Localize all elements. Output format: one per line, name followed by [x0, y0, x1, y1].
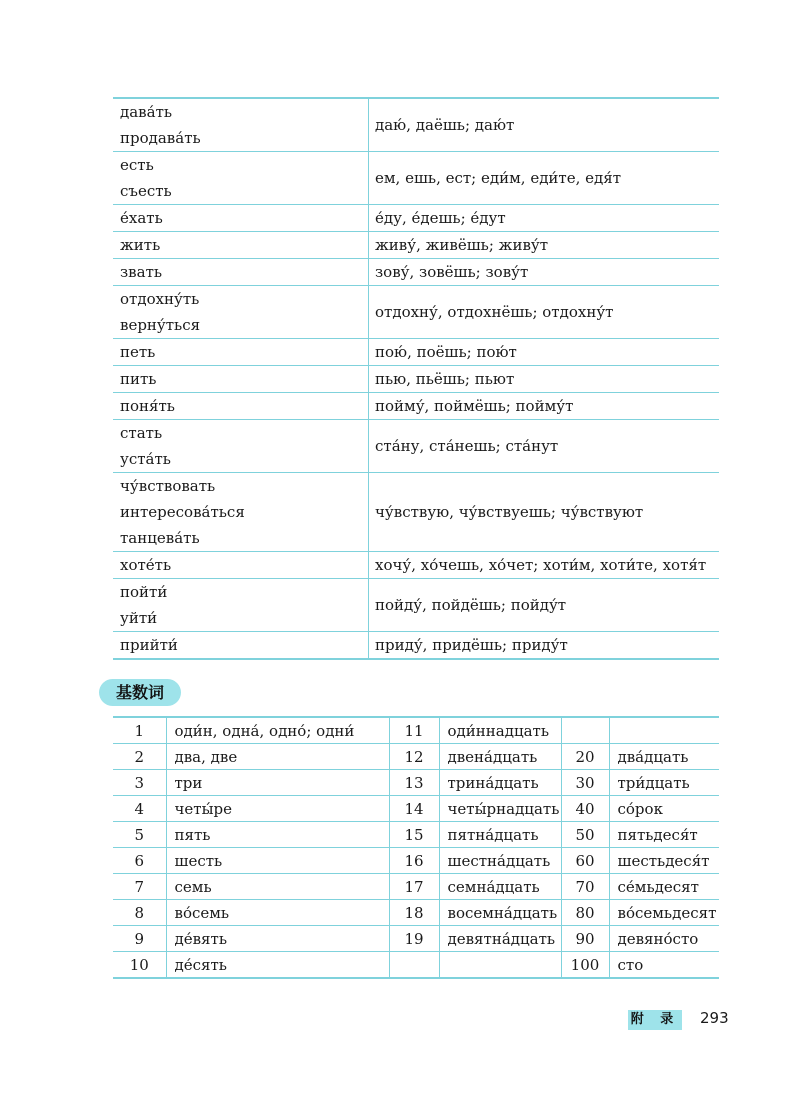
- verb-row: [113, 552, 719, 579]
- infinitive: уста́ть: [120, 450, 171, 468]
- numeral-digit: 40: [561, 796, 609, 822]
- infinitive-cell: [113, 366, 369, 393]
- numeral-word: [609, 717, 719, 744]
- numeral-row: [113, 874, 719, 900]
- infinitive-cell: [113, 286, 369, 339]
- numeral-digit: 14: [389, 796, 439, 822]
- infinitive: чу́вствовать: [120, 477, 216, 495]
- verb-row: [113, 632, 719, 660]
- numeral-word: трина́дцать: [439, 770, 561, 796]
- infinitive: пойти́: [120, 583, 168, 601]
- infinitive-cell: [113, 152, 369, 205]
- verb-row: [113, 420, 719, 473]
- conjugation-cell: пою́, поёшь; пою́т: [369, 339, 720, 366]
- numeral-word: де́сять: [166, 952, 389, 979]
- numeral-digit: 8: [113, 900, 166, 926]
- conjugation-cell: е́ду, е́дешь; е́дут: [369, 205, 720, 232]
- infinitive: жить: [120, 236, 161, 254]
- infinitive-cell: [113, 393, 369, 420]
- infinitive: звать: [120, 263, 163, 281]
- numeral-digit: 50: [561, 822, 609, 848]
- numeral-word: два, две: [166, 744, 389, 770]
- infinitive-cell: [113, 420, 369, 473]
- numeral-word: оди́н, одна́, одно́; одни́: [166, 717, 389, 744]
- infinitive: верну́ться: [120, 316, 201, 334]
- infinitive: интересова́ться: [120, 503, 245, 521]
- conjugation-cell: пью, пьёшь; пьют: [369, 366, 720, 393]
- numeral-digit: 70: [561, 874, 609, 900]
- infinitive: дава́ть: [120, 103, 173, 121]
- conjugation-cell: приду́, придёшь; приду́т: [369, 632, 720, 660]
- infinitive-cell: [113, 205, 369, 232]
- numeral-digit: 4: [113, 796, 166, 822]
- verb-row: [113, 259, 719, 286]
- numeral-word: оди́ннадцать: [439, 717, 561, 744]
- conjugation-cell: пойму́, поймёшь; пойму́т: [369, 393, 720, 420]
- numeral-digit: 5: [113, 822, 166, 848]
- numeral-word: [439, 952, 561, 979]
- numeral-digit: 90: [561, 926, 609, 952]
- conjugation-cell: даю́, даёшь; даю́т: [369, 98, 720, 152]
- numeral-word: четы́рнадцать: [439, 796, 561, 822]
- numeral-row: [113, 744, 719, 770]
- verb-row: [113, 152, 719, 205]
- infinitive-cell: [113, 632, 369, 660]
- appendix-label: 附 录: [628, 1010, 682, 1030]
- numeral-word: шестьдеся́т: [609, 848, 719, 874]
- numeral-digit: 9: [113, 926, 166, 952]
- numeral-word: семь: [166, 874, 389, 900]
- numeral-row: [113, 900, 719, 926]
- numeral-word: пятьдеся́т: [609, 822, 719, 848]
- conjugation-cell: ем, ешь, ест; еди́м, еди́те, едя́т: [369, 152, 720, 205]
- infinitive: петь: [120, 343, 156, 361]
- infinitive: продава́ть: [120, 129, 201, 147]
- verb-row: [113, 366, 719, 393]
- infinitive-cell: [113, 98, 369, 152]
- numeral-word: девяно́сто: [609, 926, 719, 952]
- numeral-word: шесть: [166, 848, 389, 874]
- numeral-word: во́семь: [166, 900, 389, 926]
- numeral-word: со́рок: [609, 796, 719, 822]
- page-number: 293: [700, 1009, 729, 1027]
- infinitive: прийти́: [120, 636, 178, 654]
- conjugation-cell: чу́вствую, чу́вствуешь; чу́вствуют: [369, 473, 720, 552]
- numeral-word: во́семьдесят: [609, 900, 719, 926]
- numeral-digit: 3: [113, 770, 166, 796]
- cardinal-numerals-table: [113, 716, 719, 979]
- numeral-word: де́вять: [166, 926, 389, 952]
- verb-row: [113, 579, 719, 632]
- infinitive: танцева́ть: [120, 529, 200, 547]
- verb-row: [113, 473, 719, 552]
- numeral-digit: 16: [389, 848, 439, 874]
- numeral-row: [113, 770, 719, 796]
- numeral-digit: 80: [561, 900, 609, 926]
- numeral-row: [113, 952, 719, 979]
- numeral-word: семна́дцать: [439, 874, 561, 900]
- numeral-word: три: [166, 770, 389, 796]
- numeral-digit: [389, 952, 439, 979]
- infinitive: стать: [120, 424, 163, 442]
- numeral-word: двена́дцать: [439, 744, 561, 770]
- numeral-digit: 100: [561, 952, 609, 979]
- numeral-word: шестна́дцать: [439, 848, 561, 874]
- numeral-row: [113, 848, 719, 874]
- infinitive: хоте́ть: [120, 556, 172, 574]
- numeral-word: два́дцать: [609, 744, 719, 770]
- numeral-digit: 19: [389, 926, 439, 952]
- infinitive: отдохну́ть: [120, 290, 200, 308]
- numeral-digit: 15: [389, 822, 439, 848]
- numeral-row: [113, 926, 719, 952]
- infinitive-cell: [113, 579, 369, 632]
- numeral-digit: 18: [389, 900, 439, 926]
- infinitive: уйти́: [120, 609, 158, 627]
- conjugation-cell: отдохну́, отдохнёшь; отдохну́т: [369, 286, 720, 339]
- conjugation-cell: живу́, живёшь; живу́т: [369, 232, 720, 259]
- numeral-digit: 11: [389, 717, 439, 744]
- numeral-digit: [561, 717, 609, 744]
- infinitive-cell: [113, 552, 369, 579]
- conjugation-cell: пойду́, пойдёшь; пойду́т: [369, 579, 720, 632]
- numeral-row: [113, 796, 719, 822]
- infinitive-cell: [113, 259, 369, 286]
- numeral-digit: 17: [389, 874, 439, 900]
- infinitive: есть: [120, 156, 154, 174]
- numeral-word: восемна́дцать: [439, 900, 561, 926]
- numeral-digit: 2: [113, 744, 166, 770]
- infinitive: пить: [120, 370, 157, 388]
- numeral-digit: 10: [113, 952, 166, 979]
- numeral-word: се́мьдесят: [609, 874, 719, 900]
- verb-row: [113, 286, 719, 339]
- cardinal-numerals-heading: 基数词: [99, 679, 181, 706]
- numeral-word: пять: [166, 822, 389, 848]
- numeral-row: [113, 822, 719, 848]
- numeral-digit: 13: [389, 770, 439, 796]
- verb-row: [113, 339, 719, 366]
- infinitive: поня́ть: [120, 397, 175, 415]
- numeral-digit: 12: [389, 744, 439, 770]
- verb-row: [113, 232, 719, 259]
- verb-conjugation-table: [113, 97, 719, 660]
- numeral-row: [113, 717, 719, 744]
- infinitive-cell: [113, 339, 369, 366]
- numeral-digit: 30: [561, 770, 609, 796]
- infinitive-cell: [113, 232, 369, 259]
- infinitive: съесть: [120, 182, 172, 200]
- infinitive: е́хать: [120, 209, 163, 227]
- numeral-digit: 1: [113, 717, 166, 744]
- numeral-digit: 6: [113, 848, 166, 874]
- numeral-word: сто: [609, 952, 719, 979]
- numeral-word: три́дцать: [609, 770, 719, 796]
- conjugation-cell: ста́ну, ста́нешь; ста́нут: [369, 420, 720, 473]
- numeral-digit: 20: [561, 744, 609, 770]
- numeral-word: девятна́дцать: [439, 926, 561, 952]
- numeral-digit: 7: [113, 874, 166, 900]
- verb-row: [113, 98, 719, 152]
- verb-row: [113, 205, 719, 232]
- numeral-digit: 60: [561, 848, 609, 874]
- numeral-word: пятна́дцать: [439, 822, 561, 848]
- conjugation-cell: хочу́, хо́чешь, хо́чет; хоти́м, хоти́те, хотя́т: [369, 552, 720, 579]
- numeral-word: четы́ре: [166, 796, 389, 822]
- conjugation-cell: зову́, зовёшь; зову́т: [369, 259, 720, 286]
- infinitive-cell: [113, 473, 369, 552]
- verb-row: [113, 393, 719, 420]
